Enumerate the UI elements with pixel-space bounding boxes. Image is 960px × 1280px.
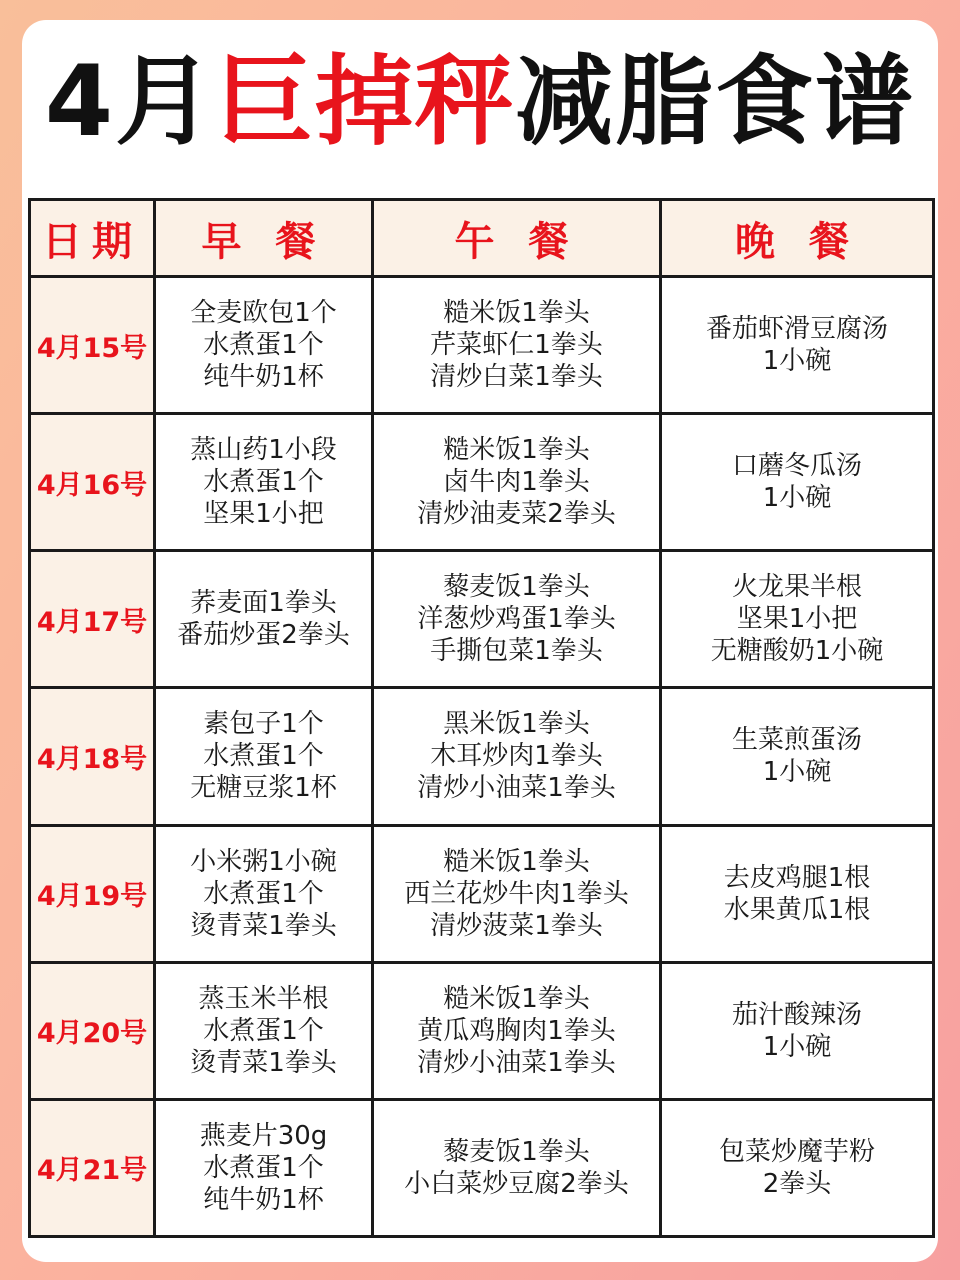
- breakfast-item: 水煮蛋1个: [203, 878, 324, 909]
- table-row: [30, 1099, 934, 1236]
- lunch-item: 黑米饭1拳头: [443, 709, 590, 740]
- lunch-item: 小白菜炒豆腐2拳头: [404, 1168, 629, 1199]
- meal-plan-table: [28, 198, 935, 1238]
- lunch-item: 糙米饭1拳头: [443, 846, 590, 877]
- lunch-item: 西兰花炒牛肉1拳头: [404, 878, 629, 909]
- breakfast-item: 无糖豆浆1杯: [190, 773, 337, 804]
- lunch-item: 洋葱炒鸡蛋1拳头: [417, 604, 616, 635]
- lunch-item: 卤牛肉1拳头: [443, 467, 590, 498]
- dinner-cell: [661, 688, 934, 825]
- lunch-cell: [373, 277, 661, 414]
- dinner-item: 1小碗: [762, 346, 832, 377]
- table-row: [30, 688, 934, 825]
- header-breakfast: 早 餐: [155, 200, 373, 277]
- breakfast-cell: [155, 277, 373, 414]
- dinner-cell: [661, 551, 934, 688]
- lunch-item: 清炒小油菜1拳头: [417, 773, 616, 804]
- date-cell: 4月20号: [30, 962, 155, 1099]
- dinner-item: 茄汁酸辣汤: [731, 999, 862, 1030]
- dinner-cell: [661, 962, 934, 1099]
- date-cell: 4月18号: [30, 688, 155, 825]
- lunch-item: 藜麦饭1拳头: [443, 1136, 590, 1167]
- breakfast-cell: [155, 962, 373, 1099]
- lunch-cell: [373, 688, 661, 825]
- breakfast-item: 全麦欧包1个: [190, 298, 337, 329]
- lunch-cell: [373, 962, 661, 1099]
- breakfast-item: 烫青菜1拳头: [190, 1047, 337, 1078]
- breakfast-item: 水煮蛋1个: [203, 1152, 324, 1183]
- lunch-item: 糙米饭1拳头: [443, 983, 590, 1014]
- breakfast-item: 小米粥1小碗: [190, 846, 337, 877]
- date-cell: 4月16号: [30, 414, 155, 551]
- breakfast-cell: [155, 414, 373, 551]
- dinner-item: 番茄虾滑豆腐汤: [705, 314, 888, 345]
- dinner-item: 无糖酸奶1小碗: [710, 636, 884, 667]
- date-cell: 4月21号: [30, 1099, 155, 1236]
- title-highlight: 巨掉秤: [215, 45, 516, 159]
- dinner-item: 1小碗: [762, 757, 832, 788]
- title-rest: 减脂食谱: [515, 45, 916, 159]
- dinner-item: 1小碗: [762, 1031, 832, 1062]
- dinner-item: 口蘑冬瓜汤: [731, 451, 862, 482]
- dinner-item: 水果黄瓜1根: [723, 894, 871, 925]
- dinner-item: 1小碗: [762, 483, 832, 514]
- breakfast-item: 纯牛奶1杯: [203, 362, 324, 393]
- header-row: [30, 200, 934, 277]
- dinner-item: 生菜煎蛋汤: [731, 725, 862, 756]
- lunch-item: 黄瓜鸡胸肉1拳头: [417, 1015, 616, 1046]
- dinner-cell: [661, 825, 934, 962]
- breakfast-item: 水煮蛋1个: [203, 467, 324, 498]
- breakfast-item: 蒸山药1小段: [190, 435, 337, 466]
- lunch-item: 清炒菠菜1拳头: [430, 910, 603, 941]
- dinner-item: 2拳头: [762, 1168, 832, 1199]
- date-cell: 4月19号: [30, 825, 155, 962]
- breakfast-item: 荞麦面1拳头: [190, 588, 337, 619]
- lunch-item: 清炒小油菜1拳头: [417, 1047, 616, 1078]
- table-body: [30, 277, 934, 1237]
- breakfast-cell: [155, 551, 373, 688]
- page-title: [0, 42, 960, 162]
- date-cell: 4月15号: [30, 277, 155, 414]
- lunch-cell: [373, 1099, 661, 1236]
- header-dinner: 晚 餐: [661, 200, 934, 277]
- header-date: 日期: [30, 200, 155, 277]
- lunch-cell: [373, 825, 661, 962]
- date-cell: 4月17号: [30, 551, 155, 688]
- lunch-item: 清炒油麦菜2拳头: [417, 499, 616, 530]
- title-month: 4月: [44, 45, 216, 159]
- dinner-cell: [661, 277, 934, 414]
- lunch-item: 糙米饭1拳头: [443, 435, 590, 466]
- breakfast-item: 蒸玉米半根: [198, 983, 329, 1014]
- table-row: [30, 277, 934, 414]
- breakfast-cell: [155, 688, 373, 825]
- breakfast-item: 烫青菜1拳头: [190, 910, 337, 941]
- lunch-cell: [373, 551, 661, 688]
- breakfast-item: 坚果1小把: [203, 499, 324, 530]
- breakfast-cell: [155, 825, 373, 962]
- lunch-item: 芹菜虾仁1拳头: [430, 330, 603, 361]
- breakfast-item: 水煮蛋1个: [203, 741, 324, 772]
- lunch-item: 清炒白菜1拳头: [430, 362, 603, 393]
- dinner-item: 包菜炒魔芋粉: [718, 1136, 875, 1167]
- lunch-cell: [373, 414, 661, 551]
- header-lunch: 午 餐: [373, 200, 661, 277]
- table-row: [30, 825, 934, 962]
- breakfast-cell: [155, 1099, 373, 1236]
- dinner-item: 去皮鸡腿1根: [723, 862, 871, 893]
- lunch-item: 藜麦饭1拳头: [443, 572, 590, 603]
- breakfast-item: 燕麦片30g: [199, 1120, 328, 1151]
- dinner-cell: [661, 1099, 934, 1236]
- lunch-item: 手撕包菜1拳头: [430, 636, 603, 667]
- table-row: [30, 962, 934, 1099]
- breakfast-item: 番茄炒蛋2拳头: [177, 620, 350, 651]
- table-row: [30, 414, 934, 551]
- breakfast-item: 水煮蛋1个: [203, 1015, 324, 1046]
- breakfast-item: 水煮蛋1个: [203, 330, 324, 361]
- dinner-cell: [661, 414, 934, 551]
- dinner-item: 坚果1小把: [736, 604, 858, 635]
- lunch-item: 糙米饭1拳头: [443, 298, 590, 329]
- breakfast-item: 纯牛奶1杯: [203, 1184, 324, 1215]
- breakfast-item: 素包子1个: [203, 709, 324, 740]
- table-row: [30, 551, 934, 688]
- lunch-item: 木耳炒肉1拳头: [430, 741, 603, 772]
- dinner-item: 火龙果半根: [731, 572, 862, 603]
